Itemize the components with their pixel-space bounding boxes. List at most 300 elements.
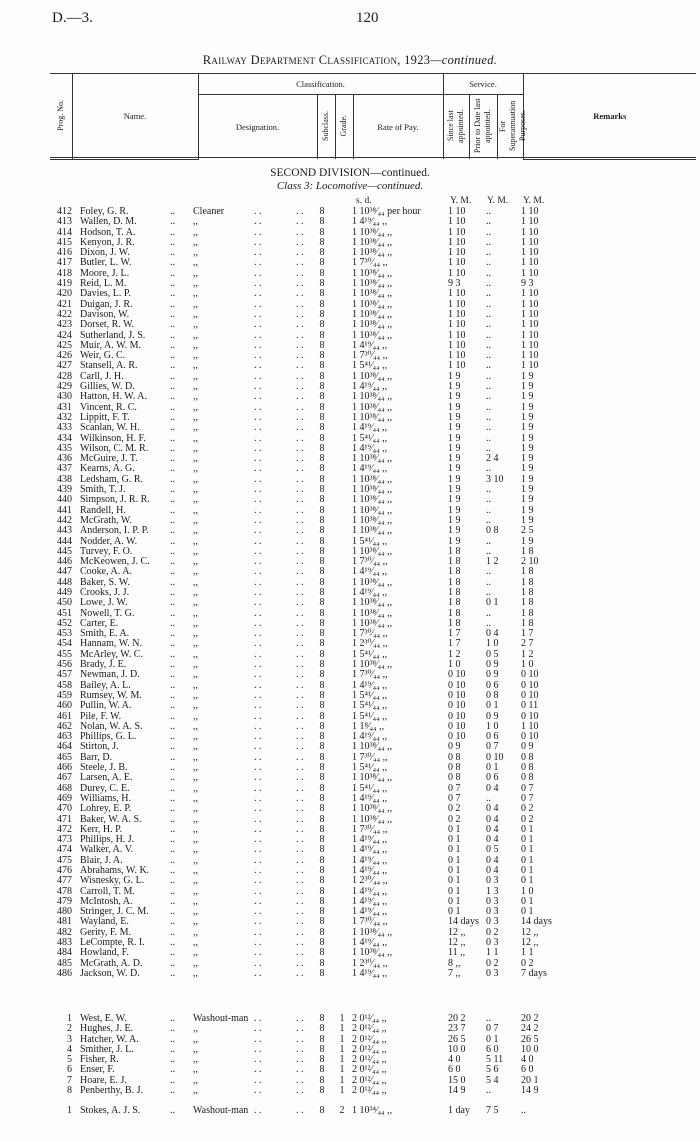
row-designation: ,, (193, 308, 198, 320)
row-rate: 1 4¹⁹⁄₄₄ ,, (352, 967, 388, 979)
page-number: 120 (356, 10, 379, 26)
row-super: 20 1 (521, 1074, 539, 1086)
row-designation: ,, (193, 937, 198, 949)
row-super: 1 9 (521, 504, 534, 516)
row-designation: ,, (193, 906, 198, 918)
row-name: Abrahams, W. K. (80, 865, 150, 876)
row-designation: ,, (193, 329, 198, 341)
row-prog-no: 474 (57, 844, 72, 856)
row-super: 1 0 (521, 659, 534, 671)
dot-leader: . . (254, 566, 262, 578)
unit-ym-prior: Y. M. (487, 196, 509, 206)
row-name: Muir, A. W. M. (80, 339, 142, 351)
dot-leader: . . (296, 720, 304, 732)
row-subclass: 8 (319, 494, 325, 506)
row-designation: ,, (193, 411, 198, 423)
row-designation: ,, (193, 319, 198, 331)
dot-leader: .. (170, 679, 175, 691)
row-subclass: 8 (319, 298, 325, 310)
row-since: 0 1 (448, 885, 461, 897)
document-code: D.—3. (52, 10, 93, 26)
class-heading: Class 3: Locomotive—continued. (276, 180, 424, 192)
row-subclass: 8 (319, 504, 325, 516)
row-super: 0 1 (521, 823, 534, 835)
row-name: Williams, H. (80, 792, 131, 804)
dot-leader: .. (170, 432, 175, 444)
row-prog-no: 455 (57, 648, 72, 660)
row-rate: 1 10³⁸⁄₄₄ ,, (352, 370, 393, 382)
dot-leader: . . (296, 339, 304, 351)
row-since: 1 10 (448, 226, 466, 238)
dot-leader: . . (254, 937, 262, 949)
row-rate: 1 5⁴¹⁄₄₄ ,, (352, 689, 388, 701)
dot-leader: .. (170, 957, 175, 969)
dot-leader: . . (254, 648, 262, 660)
row-subclass: 8 (319, 545, 325, 557)
division-heading: SECOND DIVISION—continued. (270, 167, 430, 179)
dot-leader: . . (254, 926, 262, 938)
row-name: Davies, L. P. (80, 288, 131, 300)
row-since: 0 10 (448, 731, 466, 743)
row-subclass: 8 (319, 792, 325, 804)
dot-leader: . . (254, 1064, 262, 1076)
row-since: 0 1 (448, 823, 461, 835)
dot-leader: . . (254, 834, 262, 846)
row-rate: 1 10³⁸⁄₄₄ ,, (352, 545, 393, 557)
dot-leader: . . (296, 689, 304, 701)
dot-leader: .. (170, 391, 175, 403)
dot-leader: .. (170, 834, 175, 846)
row-name: McGrath, A. D. (80, 957, 143, 969)
row-name: Anderson, I. P. P. (80, 525, 149, 537)
row-subclass: 8 (319, 648, 325, 660)
row-since: 1 9 (448, 401, 461, 413)
dot-leader: . . (296, 1074, 304, 1086)
row-name: Dixon, J. W. (80, 247, 130, 259)
col-prior: Prior to Date last appointed. (473, 98, 492, 154)
row-subclass: 8 (319, 535, 325, 547)
row-prior: 5 4 (486, 1074, 499, 1086)
row-rate: 1 5⁴¹⁄₄₄ ,, (352, 432, 388, 444)
row-designation: ,, (193, 638, 198, 650)
row-subclass: 8 (319, 741, 325, 753)
row-name: Pile, F. W. (80, 710, 122, 722)
row-designation: ,, (193, 381, 198, 393)
row-since: 1 9 (448, 484, 461, 496)
dot-leader: . . (254, 401, 262, 413)
dot-leader: . . (254, 967, 262, 979)
row-designation: ,, (193, 865, 198, 876)
row-subclass: 8 (319, 257, 325, 269)
row-name: Smith, E. A. (80, 628, 130, 640)
row-name: Fisher, R. (80, 1054, 119, 1066)
row-since: 1 8 (448, 545, 461, 557)
row-prog-no: 459 (57, 689, 72, 701)
dot-leader: .. (170, 926, 175, 938)
row-subclass: 8 (319, 514, 325, 526)
row-prior: 1 0 (486, 720, 499, 732)
dot-leader: . . (296, 206, 304, 217)
row-subclass: 8 (319, 679, 325, 691)
row-since: 0 10 (448, 700, 466, 712)
row-grade: 2 (339, 1105, 345, 1116)
row-designation: ,, (193, 484, 198, 496)
row-rate: 1 4¹⁹⁄₄₄ ,, (352, 731, 388, 743)
row-prior: .. (486, 422, 491, 434)
row-name: Davison, W. (80, 308, 130, 320)
dot-leader: . . (296, 906, 304, 918)
row-super: 1 8 (521, 617, 534, 629)
dot-leader: . . (296, 885, 304, 897)
row-prog-no: 430 (57, 391, 72, 403)
dot-leader: . . (254, 679, 262, 691)
row-since: 0 10 (448, 669, 466, 681)
row-name: Wayland, E. (80, 916, 129, 928)
dot-leader: . . (296, 586, 304, 598)
dot-leader: .. (170, 689, 175, 701)
dot-leader: . . (296, 350, 304, 362)
col-classification: Classification. (198, 74, 443, 95)
row-super: 1 9 (521, 535, 534, 547)
row-subclass: 8 (319, 638, 325, 650)
dot-leader: .. (170, 494, 175, 506)
dot-leader: .. (170, 638, 175, 650)
row-super: 1 1 (521, 947, 534, 959)
row-designation: ,, (193, 442, 198, 454)
row-since: 1 8 (448, 586, 461, 598)
row-name: Stokes, A. J. S. (80, 1105, 141, 1116)
row-name: Barr, D. (80, 751, 113, 763)
row-super: 1 9 (521, 391, 534, 403)
dot-leader: .. (170, 401, 175, 413)
row-prog-no: 447 (57, 566, 72, 578)
table-row (0, 701, 700, 711)
row-since: 1 10 (448, 257, 466, 269)
row-super: 1 9 (521, 401, 534, 413)
row-name: Hodson, T. A. (80, 226, 136, 238)
dot-leader: . . (254, 288, 262, 300)
row-prog-no: 442 (57, 514, 72, 526)
row-name: Foley, G. R. (80, 206, 129, 217)
row-super: 1 8 (521, 607, 534, 619)
row-subclass: 8 (319, 247, 325, 259)
row-subclass: 8 (319, 339, 325, 351)
row-super: 12 ,, (521, 926, 539, 938)
row-rate: 1 4¹⁹⁄₄₄ ,, (352, 844, 388, 856)
dot-leader: . . (296, 576, 304, 588)
row-subclass: 8 (319, 926, 325, 938)
dot-leader: . . (296, 875, 304, 887)
row-name: Smith, T. J. (80, 484, 126, 496)
row-rate: 1 10³⁸⁄₄₄ ,, (352, 278, 393, 290)
row-rate: 1 10³⁸⁄₄₄ ,, (352, 514, 393, 526)
row-prior: .. (486, 206, 491, 217)
row-subclass: 8 (319, 751, 325, 763)
row-rate: 1 2³⁰⁄₄₄ ,, (352, 638, 388, 650)
row-prior: 0 4 (486, 854, 499, 866)
row-prog-no: 448 (57, 576, 72, 588)
row-rate: 1 7³⁰⁄₄₄ ,, (352, 751, 388, 763)
row-since: 1 8 (448, 556, 461, 568)
row-prior: 0 1 (486, 1033, 499, 1045)
dot-leader: . . (296, 669, 304, 681)
row-since: 1 10 (448, 288, 466, 300)
row-rate: 1 4¹⁹⁄₄₄ ,, (352, 586, 388, 598)
dot-leader: .. (170, 937, 175, 949)
dot-leader: . . (296, 762, 304, 774)
dot-leader: . . (254, 308, 262, 320)
row-subclass: 8 (319, 689, 325, 701)
dot-leader: .. (170, 411, 175, 423)
row-name: Lowe, J. W. (80, 597, 128, 609)
row-prog-no: 471 (57, 813, 72, 825)
row-since: 1 10 (448, 308, 466, 320)
row-super: 12 ,, (521, 937, 539, 949)
row-since: 0 10 (448, 689, 466, 701)
row-prior: .. (486, 792, 491, 804)
row-prior: .. (486, 267, 491, 279)
row-since: 1 10 (448, 339, 466, 351)
row-since: 0 1 (448, 844, 461, 856)
dot-leader: . . (296, 648, 304, 660)
row-rate: 1 10³⁸⁄₄₄ ,, (352, 803, 393, 815)
col-super: For Superannuation Purposes. (497, 100, 527, 152)
row-rate: 1 7³⁰⁄₄₄ ,, (352, 628, 388, 640)
dot-leader: . . (296, 267, 304, 279)
row-since: 11 ,, (448, 947, 466, 959)
dot-leader: . . (296, 751, 304, 763)
row-super: 1 10 (521, 257, 539, 269)
row-name: Blair, J. A. (80, 854, 123, 866)
dot-leader: . . (296, 1064, 304, 1076)
row-prog-no: 481 (57, 916, 72, 928)
row-name: Smither, J. L. (80, 1043, 134, 1055)
dot-leader: .. (170, 236, 175, 248)
dot-leader: . . (254, 607, 262, 619)
row-subclass: 8 (319, 236, 325, 248)
row-super: 0 1 (521, 854, 534, 866)
row-prior: .. (486, 339, 491, 351)
dot-leader: .. (170, 535, 175, 547)
row-name: Lippitt, F. T. (80, 411, 130, 423)
row-since: 1 9 (448, 391, 461, 403)
row-prog-no: 462 (57, 720, 72, 732)
row-since: 1 10 (448, 329, 466, 341)
dot-leader: .. (170, 854, 175, 866)
dot-leader: . . (296, 741, 304, 753)
row-since: 1 10 (448, 267, 466, 279)
dot-leader: . . (254, 247, 262, 259)
row-super: 1 10 (521, 329, 539, 341)
row-subclass: 8 (319, 720, 325, 732)
row-rate: 1 10³⁸⁄₄₄ ,, (352, 411, 393, 423)
dot-leader: .. (170, 741, 175, 753)
row-designation: ,, (193, 844, 198, 856)
row-subclass: 8 (319, 803, 325, 815)
row-name: Walker, A. V. (80, 844, 134, 856)
col-service: Service. (443, 74, 523, 95)
dot-leader: .. (170, 823, 175, 835)
table-row (0, 804, 700, 814)
dot-leader: .. (170, 216, 175, 228)
dot-leader: . . (254, 473, 262, 485)
row-prog-no: 461 (57, 710, 72, 722)
dot-leader: . . (296, 792, 304, 804)
dot-leader: .. (170, 772, 175, 784)
dot-leader: .. (170, 267, 175, 279)
row-since: 12 ,, (448, 926, 466, 938)
row-since: 0 8 (448, 762, 461, 774)
row-rate: 1 7³⁰⁄₄₄ ,, (352, 257, 388, 269)
row-name: Bailey, A. L. (80, 679, 131, 691)
unit-ym-super: Y. M. (523, 196, 545, 206)
row-name: Gillies, W. D. (80, 381, 135, 393)
row-prior: 0 4 (486, 834, 499, 846)
dot-leader: . . (296, 545, 304, 557)
row-super: 20 2 (521, 1013, 539, 1024)
row-super: 1 10 (521, 226, 539, 238)
row-since: 0 10 (448, 679, 466, 691)
row-rate: 2 0¹²⁄₄₄ ,, (352, 1085, 387, 1097)
row-prior: 0 6 (486, 679, 499, 691)
dot-leader: . . (254, 916, 262, 928)
row-prior: .. (486, 329, 491, 341)
row-prior: 0 3 (486, 906, 499, 918)
row-prog-no: 6 (67, 1064, 72, 1076)
row-designation: ,, (193, 463, 198, 475)
row-prior: 0 6 (486, 731, 499, 743)
row-designation: ,, (193, 731, 198, 743)
row-designation: ,, (193, 607, 198, 619)
row-prior: .. (486, 617, 491, 629)
row-designation: ,, (193, 278, 198, 290)
dot-leader: . . (296, 628, 304, 640)
row-rate: 1 10³⁸⁄₄₄ ,, (352, 267, 393, 279)
row-since: 6 0 (448, 1064, 461, 1076)
dot-leader: .. (170, 597, 175, 609)
row-subclass: 8 (319, 700, 325, 712)
dot-leader: . . (254, 442, 262, 454)
dot-leader: .. (170, 288, 175, 300)
dot-leader: . . (254, 1054, 262, 1066)
row-prog-no: 412 (57, 206, 72, 217)
row-since: 0 2 (448, 803, 461, 815)
dot-leader: . . (254, 453, 262, 465)
row-since: 1 9 (448, 463, 461, 475)
row-designation: ,, (193, 628, 198, 640)
row-rate: 1 1⁸⁄₄₄ ,, (352, 720, 385, 732)
row-name: Steele, J. B. (80, 762, 128, 774)
dot-leader: . . (296, 288, 304, 300)
row-designation: ,, (193, 916, 198, 928)
row-designation: ,, (193, 792, 198, 804)
row-subclass: 8 (319, 731, 325, 743)
row-rate: 1 4¹⁹⁄₄₄ ,, (352, 381, 388, 393)
row-super: 1 8 (521, 566, 534, 578)
row-prog-no: 456 (57, 659, 72, 671)
row-since: 1 8 (448, 566, 461, 578)
row-designation: ,, (193, 679, 198, 691)
row-super: .. (521, 1105, 526, 1116)
row-prog-no: 441 (57, 504, 72, 516)
dot-leader: . . (254, 720, 262, 732)
row-since: 1 9 (448, 494, 461, 506)
row-rate: 1 5⁴¹⁄₄₄ ,, (352, 782, 388, 794)
dot-leader: .. (170, 453, 175, 465)
row-name: Scanlan, W. H. (80, 422, 140, 434)
row-super: 1 10 (521, 216, 539, 228)
row-prior: 0 4 (486, 782, 499, 794)
row-prog-no: 480 (57, 906, 72, 918)
dot-leader: .. (170, 762, 175, 774)
row-prog-no: 475 (57, 854, 72, 866)
row-super: 1 2 (521, 648, 534, 660)
row-since: 1 9 (448, 504, 461, 516)
row-since: 10 0 (448, 1043, 466, 1055)
row-since: 1 8 (448, 607, 461, 619)
table-row (0, 526, 700, 536)
row-designation: ,, (193, 741, 198, 753)
dot-leader: . . (254, 411, 262, 423)
row-rate: 1 4¹⁹⁄₄₄ ,, (352, 834, 388, 846)
row-subclass: 8 (319, 854, 325, 866)
dot-leader: . . (254, 556, 262, 568)
row-prog-no: 454 (57, 638, 72, 650)
row-subclass: 8 (319, 967, 325, 979)
row-prior: 3 10 (486, 473, 504, 485)
row-rate: 1 7³⁰⁄₄₄ ,, (352, 823, 388, 835)
row-prog-no: 460 (57, 700, 72, 712)
row-designation: ,, (193, 823, 198, 835)
dot-leader: . . (296, 731, 304, 743)
row-name: Reid, L. M. (80, 278, 127, 290)
row-super: 2 5 (521, 525, 534, 537)
dot-leader: .. (170, 514, 175, 526)
dot-leader: . . (254, 1074, 262, 1086)
row-name: Wallen, D. M. (80, 216, 137, 228)
row-subclass: 8 (319, 463, 325, 475)
row-prog-no: 463 (57, 731, 72, 743)
row-subclass: 8 (319, 885, 325, 897)
dot-leader: . . (254, 617, 262, 629)
row-subclass: 8 (319, 813, 325, 825)
row-designation: ,, (193, 545, 198, 557)
row-prior: .. (486, 226, 491, 238)
row-rate: 2 0¹²⁄₄₄ ,, (352, 1013, 387, 1024)
dot-leader: .. (170, 370, 175, 382)
row-designation: ,, (193, 360, 198, 372)
row-subclass: 8 (319, 267, 325, 279)
dot-leader: . . (254, 1023, 262, 1035)
row-rate: 1 10³⁸⁄₄₄ ,, (352, 741, 393, 753)
row-since: 1 2 (448, 648, 461, 660)
row-prog-no: 2 (67, 1023, 72, 1035)
dot-leader: . . (254, 895, 262, 907)
row-subclass: 8 (319, 906, 325, 918)
washout-grade2-rows (0, 1106, 700, 1116)
dot-leader: . . (254, 360, 262, 372)
dot-leader: .. (170, 895, 175, 907)
row-grade: 1 (339, 1043, 345, 1055)
row-subclass: 8 (319, 391, 325, 403)
row-prog-no: 422 (57, 308, 72, 320)
row-subclass: 8 (319, 916, 325, 928)
dot-leader: . . (254, 226, 262, 238)
row-since: 0 7 (448, 792, 461, 804)
row-designation: ,, (193, 1043, 198, 1055)
dot-leader: . . (254, 865, 262, 876)
row-prior: .. (486, 586, 491, 598)
